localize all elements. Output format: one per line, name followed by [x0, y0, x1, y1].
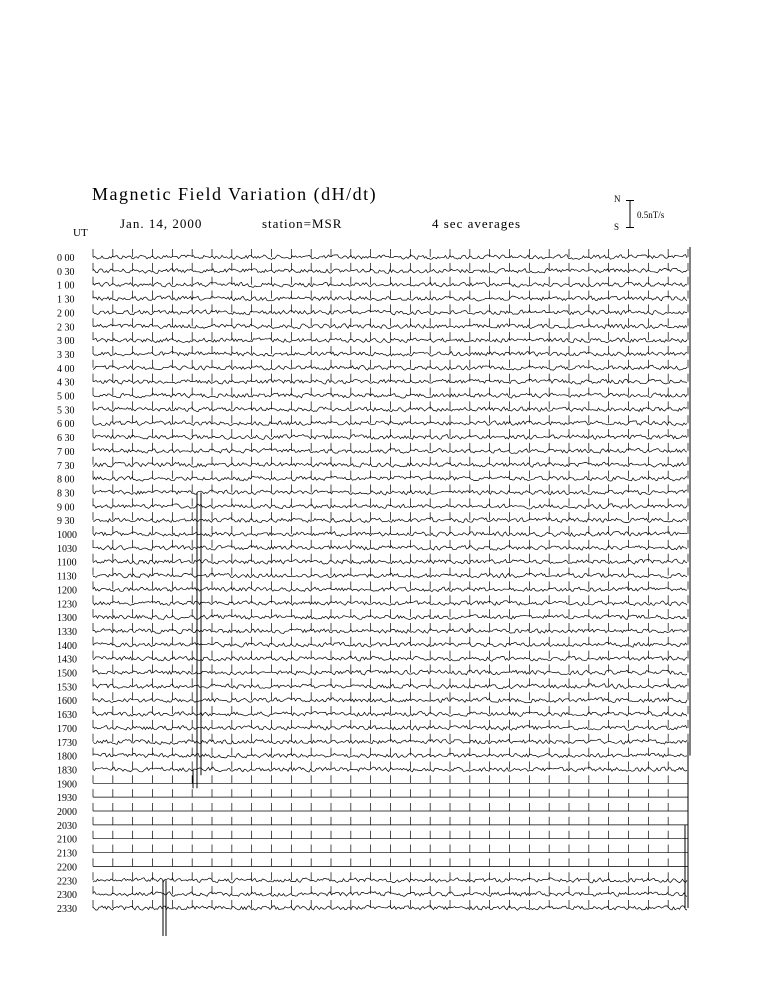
row-label: 0 00 [57, 253, 75, 264]
row-label: 1200 [57, 585, 77, 597]
trace-row [57, 291, 688, 306]
trace-row [57, 568, 688, 583]
row-label: 2230 [57, 876, 77, 888]
trace-row [57, 263, 688, 278]
trace-row [57, 651, 688, 666]
trace-row [57, 554, 688, 569]
trace-line [93, 310, 687, 315]
row-label: 1730 [57, 737, 77, 749]
trace-row [57, 872, 688, 887]
trace-row [57, 789, 688, 804]
row-label: 2 30 [57, 322, 75, 334]
averaging-label: 4 sec averages [432, 216, 522, 231]
trace-row [57, 803, 688, 818]
row-label: 2130 [57, 848, 77, 860]
trace-line [93, 615, 687, 620]
row-label: 1100 [57, 557, 77, 569]
trace-line [93, 739, 687, 744]
row-label: 1000 [57, 530, 77, 541]
scale-north-label: N [614, 194, 621, 204]
trace-row [57, 304, 688, 319]
trace-line [93, 684, 687, 689]
row-label: 1430 [57, 654, 77, 666]
trace-line [93, 725, 687, 730]
trace-row [57, 526, 688, 541]
trace-row [57, 900, 688, 915]
trace-row [57, 249, 688, 264]
row-label: 1300 [57, 613, 77, 625]
row-label: 1930 [57, 793, 77, 805]
row-label: 2100 [57, 834, 77, 846]
trace-row [57, 429, 688, 444]
trace-line [93, 518, 687, 523]
trace-row [57, 457, 688, 472]
trace-line [93, 407, 687, 412]
trace-row [57, 318, 688, 333]
station-label: station=MSR [262, 216, 343, 231]
trace-row [57, 706, 688, 721]
trace-row [57, 665, 688, 680]
row-label: 1130 [57, 571, 77, 583]
row-label: 9 30 [57, 516, 75, 528]
row-label: 1 30 [57, 294, 75, 306]
row-label: 1500 [57, 668, 77, 680]
trace-row [57, 401, 688, 416]
row-label: 1330 [57, 626, 77, 638]
trace-line [93, 712, 687, 717]
row-label: 8 00 [57, 474, 75, 486]
trace-row [57, 512, 688, 527]
trace-line [93, 670, 687, 675]
trace-line [93, 268, 687, 273]
trace-line [93, 462, 687, 467]
trace-row [57, 734, 688, 749]
trace-line [93, 434, 687, 439]
row-label: 7 30 [57, 460, 75, 472]
trace-line [93, 448, 687, 453]
trace-line [93, 892, 687, 897]
trace-line [93, 490, 687, 495]
date-label: Jan. 14, 2000 [120, 216, 203, 231]
row-label: 4 30 [57, 377, 75, 389]
row-label: 1800 [57, 751, 77, 763]
row-label: 1400 [57, 640, 77, 652]
trace-line [93, 255, 687, 260]
trace-row [57, 845, 688, 860]
trace-line [93, 379, 687, 384]
trace-row [57, 360, 688, 375]
row-label: 5 00 [57, 391, 75, 403]
trace-row [57, 484, 688, 499]
scale-value-label: 0.5nT/s [637, 210, 665, 220]
row-label: 0 30 [57, 266, 75, 278]
trace-line [93, 656, 687, 661]
trace-line [93, 767, 687, 772]
trace-line [93, 573, 687, 578]
trace-row [57, 720, 688, 735]
trace-row [57, 498, 688, 513]
trace-row [57, 623, 688, 638]
trace-row [57, 692, 688, 707]
trace-row [57, 277, 688, 292]
trace-row [57, 886, 688, 901]
trace-line [93, 282, 687, 287]
trace-line [93, 421, 687, 426]
trace-row [57, 471, 688, 486]
row-label: 1700 [57, 723, 77, 735]
row-label: 2300 [57, 890, 77, 902]
trace-row [57, 581, 688, 596]
trace-line [93, 351, 687, 356]
row-label: 6 30 [57, 433, 75, 445]
trace-row [57, 415, 688, 430]
row-label: 8 30 [57, 488, 75, 500]
trace-line [93, 559, 687, 564]
trace-row [57, 858, 688, 873]
row-label: 2200 [57, 862, 77, 874]
trace-line [93, 878, 687, 883]
trace-row [57, 595, 688, 610]
row-label: 1 00 [57, 280, 75, 292]
row-label: 1630 [57, 710, 77, 722]
row-label: 1900 [57, 779, 77, 791]
trace-row [57, 678, 688, 693]
row-label: 1530 [57, 682, 77, 694]
trace-line [93, 601, 687, 606]
trace-row [57, 761, 688, 776]
trace-line [93, 545, 687, 550]
trace-line [93, 296, 687, 301]
row-label: 2330 [57, 903, 77, 915]
row-label: 2 00 [57, 308, 75, 320]
row-label: 2000 [57, 807, 77, 818]
trace-row [57, 540, 688, 555]
trace-row [57, 443, 688, 458]
row-label: 1830 [57, 765, 77, 777]
trace-line [93, 324, 687, 329]
trace-row [57, 637, 688, 652]
row-label: 5 30 [57, 405, 75, 417]
trace-row [57, 332, 688, 347]
row-label: 7 00 [57, 446, 75, 458]
scale-south-label: S [614, 222, 620, 232]
trace-row [57, 374, 688, 389]
trace-row [57, 748, 688, 763]
row-label: 1030 [57, 543, 77, 555]
chart-title: Magnetic Field Variation (dH/dt) [92, 184, 378, 204]
ut-axis-label: UT [73, 227, 88, 239]
row-label: 6 00 [57, 419, 75, 431]
trace-line [93, 338, 687, 343]
trace-line [93, 393, 687, 398]
trace-line [93, 629, 687, 634]
trace-line [93, 365, 687, 370]
row-label: 4 00 [57, 363, 75, 375]
row-label: 1230 [57, 599, 77, 611]
trace-row [57, 609, 688, 624]
row-label: 1600 [57, 696, 77, 708]
trace-line [93, 753, 687, 758]
row-label: 9 00 [57, 502, 75, 514]
trace-line [93, 476, 687, 481]
trace-line [93, 642, 687, 647]
row-label: 3 00 [57, 336, 75, 348]
trace-row [57, 775, 688, 790]
trace-line [93, 504, 687, 509]
trace-row [57, 388, 688, 403]
trace-line [93, 698, 687, 703]
trace-line [93, 587, 687, 592]
trace-row [57, 346, 688, 361]
trace-line [93, 531, 687, 536]
trace-row [57, 817, 688, 832]
trace-row [57, 831, 688, 846]
trace-line [93, 905, 687, 910]
row-label: 3 30 [57, 349, 75, 361]
row-label: 2030 [57, 820, 77, 832]
